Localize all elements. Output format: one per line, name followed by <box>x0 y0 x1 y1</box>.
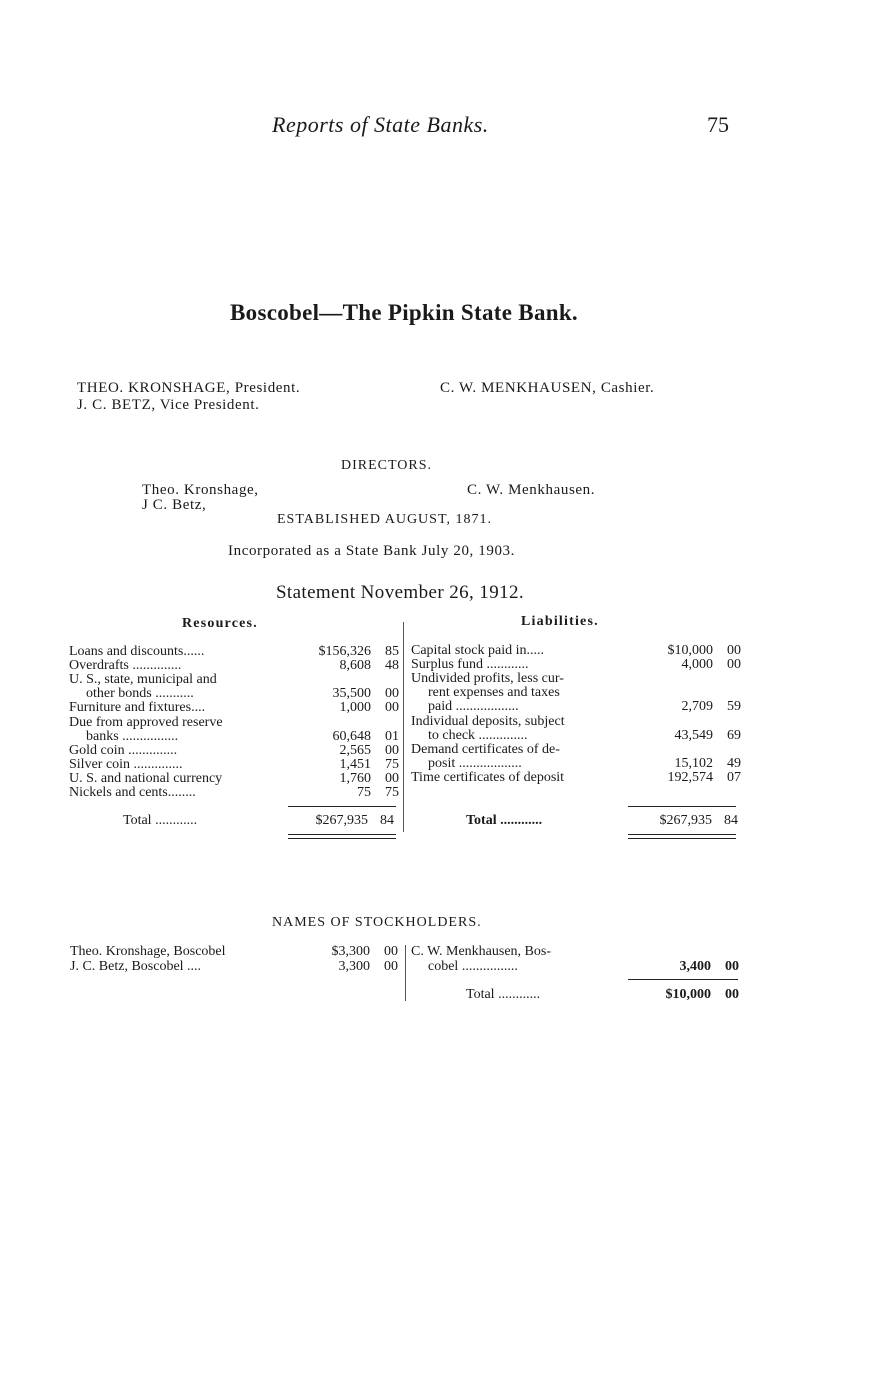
liabilities-label: posit .................. <box>428 756 522 771</box>
resources-cents: 00 <box>385 700 399 716</box>
resources-amount: 75 <box>357 785 371 800</box>
resources-label: banks ................ <box>86 729 179 744</box>
liabilities-total-rule <box>628 806 736 807</box>
resources-amount: 2,565 <box>339 742 371 758</box>
bank-title: Boscobel—The Pipkin State Bank. <box>230 300 578 325</box>
resources-label: U. S. and national currency <box>69 771 223 786</box>
liabilities-row <box>411 700 747 714</box>
resources-cents: 01 <box>385 728 399 744</box>
page-number: 75 <box>707 112 729 137</box>
directors-heading: DIRECTORS. <box>341 458 433 473</box>
liabilities-row <box>411 729 747 743</box>
running-title: Reports of State Banks. <box>272 112 489 137</box>
liabilities-amount: 43,549 <box>674 727 713 743</box>
liabilities-cents: 00 <box>727 657 741 673</box>
liabilities-row <box>411 715 747 729</box>
stockholder-name: C. W. Menkhausen, Bos- <box>411 945 551 959</box>
stockholder-row <box>70 960 400 974</box>
resources-amount: 60,648 <box>332 728 371 744</box>
liabilities-cents: 07 <box>727 769 741 785</box>
resources-label: Overdrafts .............. <box>69 659 182 674</box>
liabilities-amount: 15,102 <box>674 755 713 771</box>
liabilities-heading: Liabilities. <box>521 614 599 629</box>
liabilities-amount: 2,709 <box>681 699 713 715</box>
liabilities-label: Demand certificates of de- <box>411 742 560 757</box>
resources-total-double-rule <box>288 834 396 839</box>
liabilities-label: rent expenses and taxes <box>428 686 560 701</box>
director-name: Theo. Kronshage, <box>142 482 259 498</box>
director-name: C. W. Menkhausen. <box>467 482 596 498</box>
resources-label: Gold coin .............. <box>69 743 178 758</box>
liabilities-cents: 00 <box>727 643 741 658</box>
stockholders-total-label: Total ............ <box>466 988 541 1002</box>
resources-total-label: Total ............ <box>123 814 198 828</box>
director-name: J C. Betz, <box>142 497 207 513</box>
liabilities-label: Capital stock paid in..... <box>411 644 544 658</box>
liabilities-cents: 59 <box>727 699 741 715</box>
resources-amount: 35,500 <box>332 686 371 702</box>
liabilities-row <box>411 743 747 757</box>
resources-label: Silver coin .............. <box>69 757 183 772</box>
liabilities-amount: 192,574 <box>667 769 713 785</box>
liabilities-total-cents: 84 <box>724 813 738 828</box>
liabilities-total-double-rule <box>628 834 736 839</box>
stockholder-row <box>411 960 741 974</box>
stockholders-divider <box>405 945 406 1001</box>
resources-cents: 75 <box>385 756 399 772</box>
resources-cents: 00 <box>385 770 399 786</box>
liabilities-cents: 49 <box>727 755 741 771</box>
resources-amount: 1,000 <box>339 700 371 716</box>
liabilities-total-label: Total ............ <box>466 814 543 828</box>
liabilities-row <box>411 644 747 658</box>
liabilities-total-amount: $267,935 84 <box>659 813 738 828</box>
resources-label: Nickels and cents........ <box>69 786 196 800</box>
liabilities-label: Individual deposits, subject <box>411 714 565 729</box>
liabilities-row <box>411 771 747 785</box>
stockholders-total-rule <box>628 979 738 980</box>
liabilities-label: paid .................. <box>428 700 519 715</box>
resources-amount: 1,760 <box>339 770 371 786</box>
resources-label: Loans and discounts...... <box>69 645 205 659</box>
resources-row <box>69 687 405 701</box>
resources-total-amount: $267,935 84 <box>315 813 394 828</box>
resources-row <box>69 730 405 744</box>
resources-row <box>69 659 405 673</box>
resources-row <box>69 786 405 800</box>
incorporated-line: Incorporated as a State Bank July 20, 1903. <box>228 543 515 559</box>
stockholder-name-continued: cobel ................ <box>428 960 518 974</box>
stockholder-row <box>70 945 400 959</box>
resources-row <box>69 772 405 786</box>
resources-row <box>69 645 405 659</box>
resources-label: Furniture and fixtures.... <box>69 701 206 716</box>
liabilities-label: Time certificates of deposit <box>411 770 565 785</box>
stockholder-cents: 00 <box>725 959 739 974</box>
stockholders-total-cents: 00 <box>725 987 739 1002</box>
resources-row <box>69 701 405 715</box>
president-line: THEO. KRONSHAGE, President. <box>77 380 301 396</box>
statement-title: Statement November 26, 1912. <box>275 582 525 603</box>
liabilities-label: Undivided profits, less cur- <box>411 672 564 687</box>
stockholder-name: J. C. Betz, Boscobel .... <box>70 960 202 974</box>
cashier-line: C. W. MENKHAUSEN, Cashier. <box>440 380 655 396</box>
resources-cents: 75 <box>385 785 399 800</box>
liabilities-cents: 69 <box>727 727 741 743</box>
stockholders-heading: NAMES OF STOCKHOLDERS. <box>272 915 482 930</box>
resources-row <box>69 673 405 687</box>
resources-row <box>69 716 405 730</box>
resources-row <box>69 758 405 772</box>
liabilities-row <box>411 757 747 771</box>
liabilities-row <box>411 658 747 672</box>
liabilities-label: to check .............. <box>428 728 528 743</box>
liabilities-label: Surplus fund ............ <box>411 658 529 673</box>
stockholder-amount: $3,300 <box>331 944 370 959</box>
stockholders-total-amount: $10,000 <box>665 987 711 1002</box>
resources-row <box>69 744 405 758</box>
vice-president-line: J. C. BETZ, Vice President. <box>77 397 260 413</box>
established-line: ESTABLISHED AUGUST, 1871. <box>277 512 492 527</box>
liabilities-amount: $10,000 <box>667 643 713 658</box>
resources-cents: 85 <box>385 644 399 659</box>
liabilities-row <box>411 686 747 700</box>
liabilities-amount: 4,000 <box>681 657 713 673</box>
liabilities-row <box>411 672 747 686</box>
stockholder-amount: 3,300 <box>338 959 370 974</box>
resources-heading: Resources. <box>182 616 258 631</box>
resources-label: Due from approved reserve <box>69 715 223 730</box>
resources-amount: $156,326 <box>318 644 371 659</box>
resources-cents: 48 <box>385 658 399 674</box>
resources-total-cents: 84 <box>380 813 394 828</box>
resources-total-rule <box>288 806 396 807</box>
stockholder-name: Theo. Kronshage, Boscobel <box>70 945 226 959</box>
stockholder-row <box>411 945 741 959</box>
resources-amount: 8,608 <box>339 658 371 674</box>
stockholders-total-row <box>466 988 740 1002</box>
resources-cents: 00 <box>385 742 399 758</box>
resources-label: other bonds ........... <box>86 687 194 702</box>
stockholder-cents: 00 <box>384 959 398 974</box>
stockholder-cents: 00 <box>384 944 398 959</box>
resources-label: U. S., state, municipal and <box>69 673 217 688</box>
resources-amount: 1,451 <box>339 756 371 772</box>
stockholder-amount: 3,400 <box>679 959 711 974</box>
resources-cents: 00 <box>385 686 399 702</box>
